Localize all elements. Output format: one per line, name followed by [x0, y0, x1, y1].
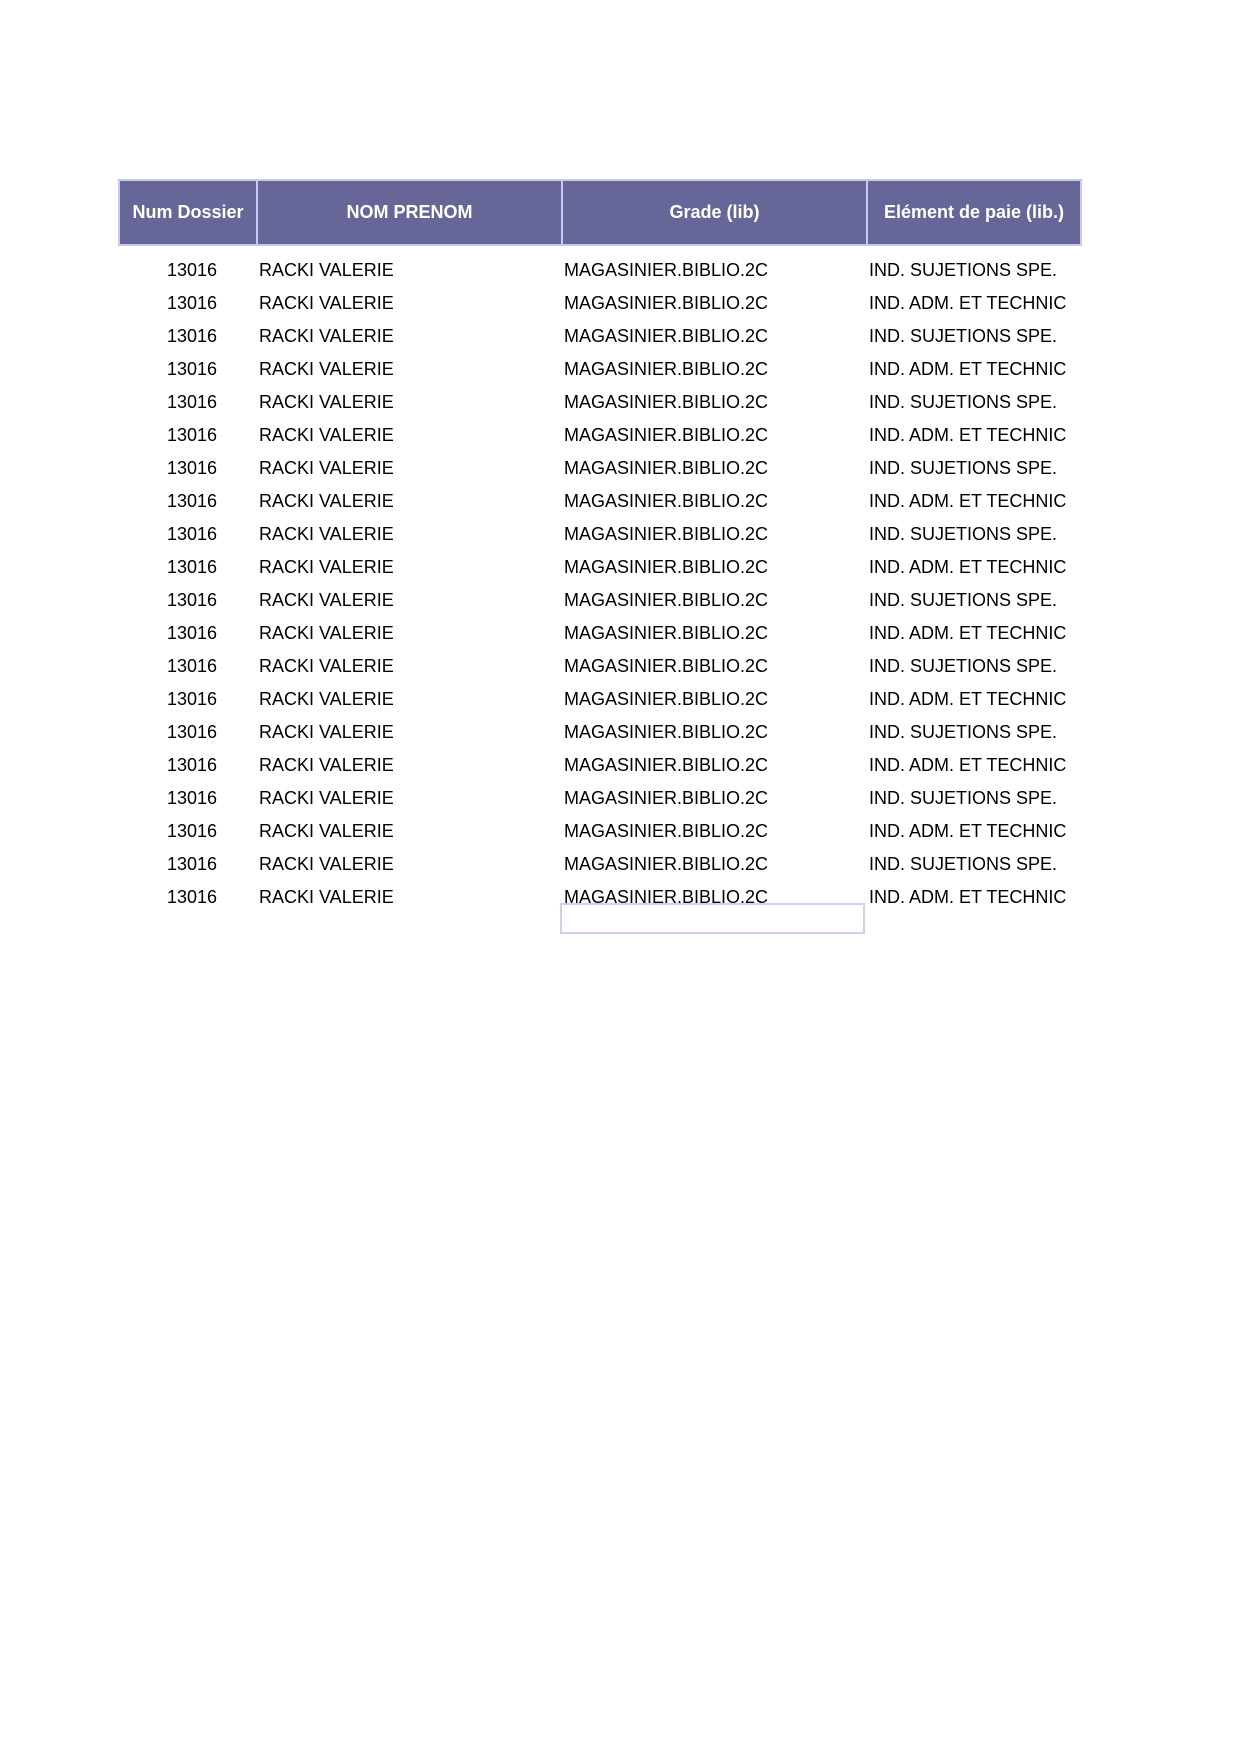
cell-grade[interactable]: MAGASINIER.BIBLIO.2C	[564, 491, 769, 511]
cell-num-dossier[interactable]: 13016	[166, 557, 217, 577]
report-sheet	[118, 179, 1082, 914]
cell-num-dossier[interactable]: 13016	[166, 458, 217, 478]
cell-grade[interactable]: MAGASINIER.BIBLIO.2C	[564, 854, 769, 874]
cell-element-paie[interactable]: IND. SUJETIONS SPE.	[869, 656, 1058, 676]
table-row	[119, 386, 1081, 419]
table-row	[119, 254, 1081, 287]
cell-nom-prenom[interactable]: RACKI VALERIE	[259, 689, 394, 709]
cell-nom-prenom[interactable]: RACKI VALERIE	[259, 458, 394, 478]
table-body	[119, 254, 1081, 914]
cell-element-paie[interactable]: IND. SUJETIONS SPE.	[869, 788, 1058, 808]
cell-element-paie[interactable]: IND. ADM. ET TECHNIC	[869, 623, 1067, 643]
cell-element-paie[interactable]: IND. ADM. ET TECHNIC	[869, 557, 1067, 577]
cell-element-paie[interactable]: IND. ADM. ET TECHNIC	[869, 821, 1067, 841]
cell-element-paie[interactable]: IND. SUJETIONS SPE.	[869, 392, 1058, 412]
cell-num-dossier[interactable]: 13016	[166, 326, 217, 346]
cell-grade[interactable]: MAGASINIER.BIBLIO.2C	[564, 458, 769, 478]
cell-element-paie[interactable]: IND. ADM. ET TECHNIC	[869, 425, 1067, 445]
cell-grade[interactable]: MAGASINIER.BIBLIO.2C	[564, 821, 769, 841]
header-spacer	[119, 245, 1081, 254]
cell-num-dossier[interactable]: 13016	[166, 623, 217, 643]
table-row	[119, 650, 1081, 683]
cell-nom-prenom[interactable]: RACKI VALERIE	[259, 425, 394, 445]
table-row	[119, 287, 1081, 320]
table-row	[119, 716, 1081, 749]
cell-num-dossier[interactable]: 13016	[166, 491, 217, 511]
cell-selection-box[interactable]	[560, 903, 865, 934]
table-row	[119, 683, 1081, 716]
cell-grade[interactable]: MAGASINIER.BIBLIO.2C	[564, 689, 769, 709]
cell-num-dossier[interactable]: 13016	[166, 260, 217, 280]
cell-grade[interactable]: MAGASINIER.BIBLIO.2C	[564, 524, 769, 544]
cell-num-dossier[interactable]: 13016	[166, 788, 217, 808]
table-row	[119, 419, 1081, 452]
cell-element-paie[interactable]: IND. ADM. ET TECHNIC	[869, 755, 1067, 775]
cell-nom-prenom[interactable]: RACKI VALERIE	[259, 854, 394, 874]
cell-num-dossier[interactable]: 13016	[166, 392, 217, 412]
cell-element-paie[interactable]: IND. SUJETIONS SPE.	[869, 590, 1058, 610]
header-num-dossier[interactable]: Num Dossier	[119, 180, 257, 245]
cell-num-dossier[interactable]: 13016	[166, 755, 217, 775]
cell-num-dossier[interactable]: 13016	[166, 854, 217, 874]
cell-grade[interactable]: MAGASINIER.BIBLIO.2C	[564, 887, 769, 907]
cell-nom-prenom[interactable]: RACKI VALERIE	[259, 821, 394, 841]
cell-num-dossier[interactable]: 13016	[166, 524, 217, 544]
cell-nom-prenom[interactable]: RACKI VALERIE	[259, 293, 394, 313]
cell-element-paie[interactable]: IND. SUJETIONS SPE.	[869, 458, 1058, 478]
cell-grade[interactable]: MAGASINIER.BIBLIO.2C	[564, 788, 769, 808]
cell-nom-prenom[interactable]: RACKI VALERIE	[259, 359, 394, 379]
cell-element-paie[interactable]: IND. ADM. ET TECHNIC	[869, 491, 1067, 511]
cell-num-dossier[interactable]: 13016	[166, 590, 217, 610]
cell-element-paie[interactable]: IND. SUJETIONS SPE.	[869, 326, 1058, 346]
table-row	[119, 584, 1081, 617]
cell-nom-prenom[interactable]: RACKI VALERIE	[259, 788, 394, 808]
cell-grade[interactable]: MAGASINIER.BIBLIO.2C	[564, 590, 769, 610]
table-row	[119, 518, 1081, 551]
cell-grade[interactable]: MAGASINIER.BIBLIO.2C	[564, 623, 769, 643]
table-row	[119, 749, 1081, 782]
cell-num-dossier[interactable]: 13016	[166, 821, 217, 841]
header-row	[119, 180, 1081, 245]
table-row	[119, 617, 1081, 650]
cell-element-paie[interactable]: IND. ADM. ET TECHNIC	[869, 689, 1067, 709]
cell-grade[interactable]: MAGASINIER.BIBLIO.2C	[564, 359, 769, 379]
cell-nom-prenom[interactable]: RACKI VALERIE	[259, 491, 394, 511]
cell-nom-prenom[interactable]: RACKI VALERIE	[259, 557, 394, 577]
cell-grade[interactable]: MAGASINIER.BIBLIO.2C	[564, 755, 769, 775]
table-row	[119, 452, 1081, 485]
cell-nom-prenom[interactable]: RACKI VALERIE	[259, 755, 394, 775]
cell-element-paie[interactable]: IND. ADM. ET TECHNIC	[869, 887, 1067, 907]
cell-grade[interactable]: MAGASINIER.BIBLIO.2C	[564, 425, 769, 445]
cell-element-paie[interactable]: IND. SUJETIONS SPE.	[869, 524, 1058, 544]
cell-element-paie[interactable]: IND. SUJETIONS SPE.	[869, 260, 1058, 280]
cell-grade[interactable]: MAGASINIER.BIBLIO.2C	[564, 656, 769, 676]
data-table	[118, 179, 1082, 914]
header-element-paie[interactable]: Elément de paie (lib.)	[867, 180, 1081, 245]
cell-num-dossier[interactable]: 13016	[166, 425, 217, 445]
table-row	[119, 485, 1081, 518]
cell-num-dossier[interactable]: 13016	[166, 359, 217, 379]
cell-nom-prenom[interactable]: RACKI VALERIE	[259, 260, 394, 280]
cell-nom-prenom[interactable]: RACKI VALERIE	[259, 887, 394, 907]
cell-num-dossier[interactable]: 13016	[166, 689, 217, 709]
cell-nom-prenom[interactable]: RACKI VALERIE	[259, 392, 394, 412]
cell-element-paie[interactable]: IND. ADM. ET TECHNIC	[869, 359, 1067, 379]
table-row	[119, 815, 1081, 848]
cell-grade[interactable]: MAGASINIER.BIBLIO.2C	[564, 557, 769, 577]
cell-grade[interactable]: MAGASINIER.BIBLIO.2C	[564, 326, 769, 346]
cell-num-dossier[interactable]: 13016	[166, 722, 217, 742]
cell-nom-prenom[interactable]: RACKI VALERIE	[259, 590, 394, 610]
header-nom-prenom[interactable]: NOM PRENOM	[257, 180, 562, 245]
table-row	[119, 320, 1081, 353]
cell-nom-prenom[interactable]: RACKI VALERIE	[259, 656, 394, 676]
table-header	[119, 180, 1081, 254]
cell-grade[interactable]: MAGASINIER.BIBLIO.2C	[564, 392, 769, 412]
cell-element-paie[interactable]: IND. SUJETIONS SPE.	[869, 854, 1058, 874]
cell-nom-prenom[interactable]: RACKI VALERIE	[259, 623, 394, 643]
table-row	[119, 551, 1081, 584]
cell-grade[interactable]: MAGASINIER.BIBLIO.2C	[564, 293, 769, 313]
table-row	[119, 848, 1081, 881]
cell-nom-prenom[interactable]: RACKI VALERIE	[259, 524, 394, 544]
header-grade[interactable]: Grade (lib)	[562, 180, 867, 245]
cell-grade[interactable]: MAGASINIER.BIBLIO.2C	[564, 260, 769, 280]
cell-num-dossier[interactable]: 13016	[166, 656, 217, 676]
cell-element-paie[interactable]: IND. ADM. ET TECHNIC	[869, 293, 1067, 313]
cell-nom-prenom[interactable]: RACKI VALERIE	[259, 722, 394, 742]
cell-nom-prenom[interactable]: RACKI VALERIE	[259, 326, 394, 346]
table-row	[119, 782, 1081, 815]
cell-num-dossier[interactable]: 13016	[166, 293, 217, 313]
table-row	[119, 353, 1081, 386]
cell-num-dossier[interactable]: 13016	[166, 887, 217, 907]
cell-grade[interactable]: MAGASINIER.BIBLIO.2C	[564, 722, 769, 742]
cell-element-paie[interactable]: IND. SUJETIONS SPE.	[869, 722, 1058, 742]
